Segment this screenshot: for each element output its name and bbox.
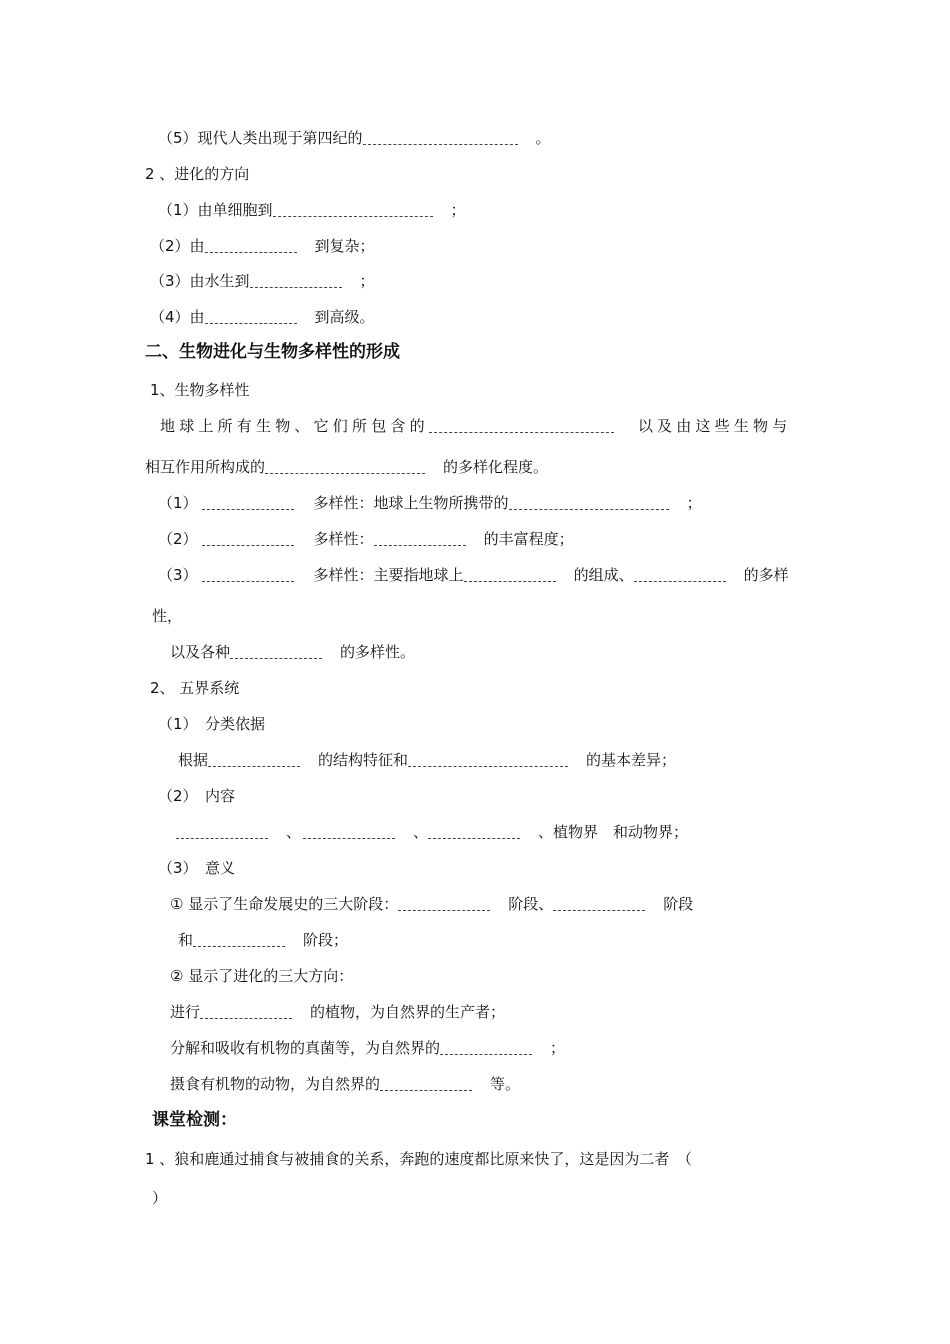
line-text: （5）现代人类出现于第四纪的: [158, 129, 363, 147]
line-text: 多样性：主要指地球上: [313, 566, 464, 584]
text-line: [176, 822, 688, 842]
fill-blank[interactable]: [230, 644, 322, 659]
question-text: ）: [152, 1189, 168, 1207]
line-text: 以及各种: [170, 643, 231, 661]
text-line: [170, 1074, 520, 1094]
text-line: ② 显示了进化的三大方向：: [170, 967, 354, 985]
line-text: （2）由: [150, 237, 205, 255]
line-text: 多样性：地球上生物所携带的: [313, 494, 509, 512]
line-text: ；: [450, 201, 466, 219]
fill-blank[interactable]: [273, 202, 433, 217]
line-text: 到高级。: [314, 308, 375, 326]
fill-blank[interactable]: [428, 824, 520, 839]
line-text: 的多样性。: [340, 643, 416, 661]
fill-blank[interactable]: [634, 567, 726, 582]
text-line: [178, 750, 676, 770]
line-text: 、: [286, 823, 302, 841]
section-heading: 2 、进化的方向: [145, 165, 250, 183]
line-text: 进行: [170, 1003, 201, 1021]
line-text: （4）由: [150, 308, 205, 326]
text-line: [160, 416, 791, 436]
text-line: [170, 642, 415, 662]
line-text: 多样性：: [313, 530, 374, 548]
text-line: 性，: [152, 607, 183, 625]
subsection-heading: 2、 五界系统: [150, 679, 240, 697]
line-text: ① 显示了生命发展史的三大阶段：: [170, 895, 399, 913]
line-text: 的组成、: [573, 566, 634, 584]
line-text: 、: [413, 823, 429, 841]
line-text: 摄食有机物的动物，为自然界的: [170, 1075, 381, 1093]
line-text: 等。: [490, 1075, 521, 1093]
line-text: 阶段、: [508, 895, 554, 913]
fill-blank[interactable]: [374, 531, 466, 546]
text-line: [158, 565, 789, 585]
fill-blank[interactable]: [250, 273, 342, 288]
line-text: 的基本差异；: [586, 751, 677, 769]
question-text: 1 、狼和鹿通过捕食与被捕食的关系，奔跑的速度都比原来快了，这是因为二者 （: [145, 1150, 692, 1168]
text-line: [158, 200, 466, 220]
text-line: [178, 930, 348, 950]
fill-blank[interactable]: [303, 824, 395, 839]
fill-blank[interactable]: [202, 531, 294, 546]
line-text: 分解和吸收有机物的真菌等，为自然界的: [170, 1039, 441, 1057]
line-text: ；: [686, 494, 702, 512]
text-line: [150, 307, 375, 327]
line-text: 相互作用所构成的: [145, 458, 266, 476]
fill-blank[interactable]: [205, 309, 297, 324]
line-text: 阶段: [663, 895, 694, 913]
fill-blank[interactable]: [200, 1004, 292, 1019]
text-line: [145, 457, 548, 477]
section-title: 课堂检测：: [152, 1110, 237, 1130]
line-text: 地球上所有生物、它们所包含的: [160, 417, 429, 435]
fill-blank[interactable]: [429, 418, 614, 433]
fill-blank[interactable]: [202, 567, 294, 582]
line-text: 以及由这些生物与: [637, 417, 792, 435]
line-text: 的结构特征和: [318, 751, 409, 769]
line-text: 的多样化程度。: [443, 458, 549, 476]
text-line: [158, 529, 574, 549]
text-line: [158, 493, 702, 513]
text-line: [158, 128, 551, 148]
text-line: （1） 分类依据: [158, 715, 266, 733]
line-text: 根据: [178, 751, 209, 769]
text-line: [150, 271, 375, 291]
fill-blank[interactable]: [202, 495, 294, 510]
fill-blank[interactable]: [464, 567, 556, 582]
line-text: （2）: [158, 530, 198, 548]
line-text: （3）由水生到: [150, 272, 250, 290]
line-text: ；: [550, 1039, 566, 1057]
line-text: 的植物，为自然界的生产者；: [310, 1003, 506, 1021]
fill-blank[interactable]: [398, 896, 490, 911]
line-text: 和: [178, 931, 194, 949]
fill-blank[interactable]: [509, 495, 669, 510]
fill-blank[interactable]: [380, 1076, 472, 1091]
text-line: [150, 236, 375, 256]
line-text: 。: [535, 129, 551, 147]
fill-blank[interactable]: [440, 1040, 532, 1055]
text-line: [170, 1038, 565, 1058]
fill-blank[interactable]: [193, 932, 285, 947]
fill-blank[interactable]: [208, 752, 300, 767]
line-text: 的多样: [743, 566, 789, 584]
fill-blank[interactable]: [363, 130, 518, 145]
text-line: （2） 内容: [158, 787, 236, 805]
line-text: （1）由单细胞到: [158, 201, 273, 219]
line-text: 到复杂；: [314, 237, 375, 255]
fill-blank[interactable]: [553, 896, 645, 911]
line-text: 、植物界 和动物界；: [538, 823, 689, 841]
fill-blank[interactable]: [176, 824, 268, 839]
line-text: 阶段；: [303, 931, 349, 949]
line-text: ；: [359, 272, 375, 290]
subsection-heading: 1、生物多样性: [150, 381, 250, 399]
fill-blank[interactable]: [205, 238, 297, 253]
fill-blank[interactable]: [408, 752, 568, 767]
line-text: 的丰富程度；: [483, 530, 574, 548]
line-text: （3）: [158, 566, 198, 584]
text-line: （3） 意义: [158, 859, 236, 877]
text-line: [170, 1002, 505, 1022]
section-title: 二、生物进化与生物多样性的形成: [145, 342, 400, 362]
fill-blank[interactable]: [265, 459, 425, 474]
line-text: （1）: [158, 494, 198, 512]
text-line: [170, 894, 693, 914]
